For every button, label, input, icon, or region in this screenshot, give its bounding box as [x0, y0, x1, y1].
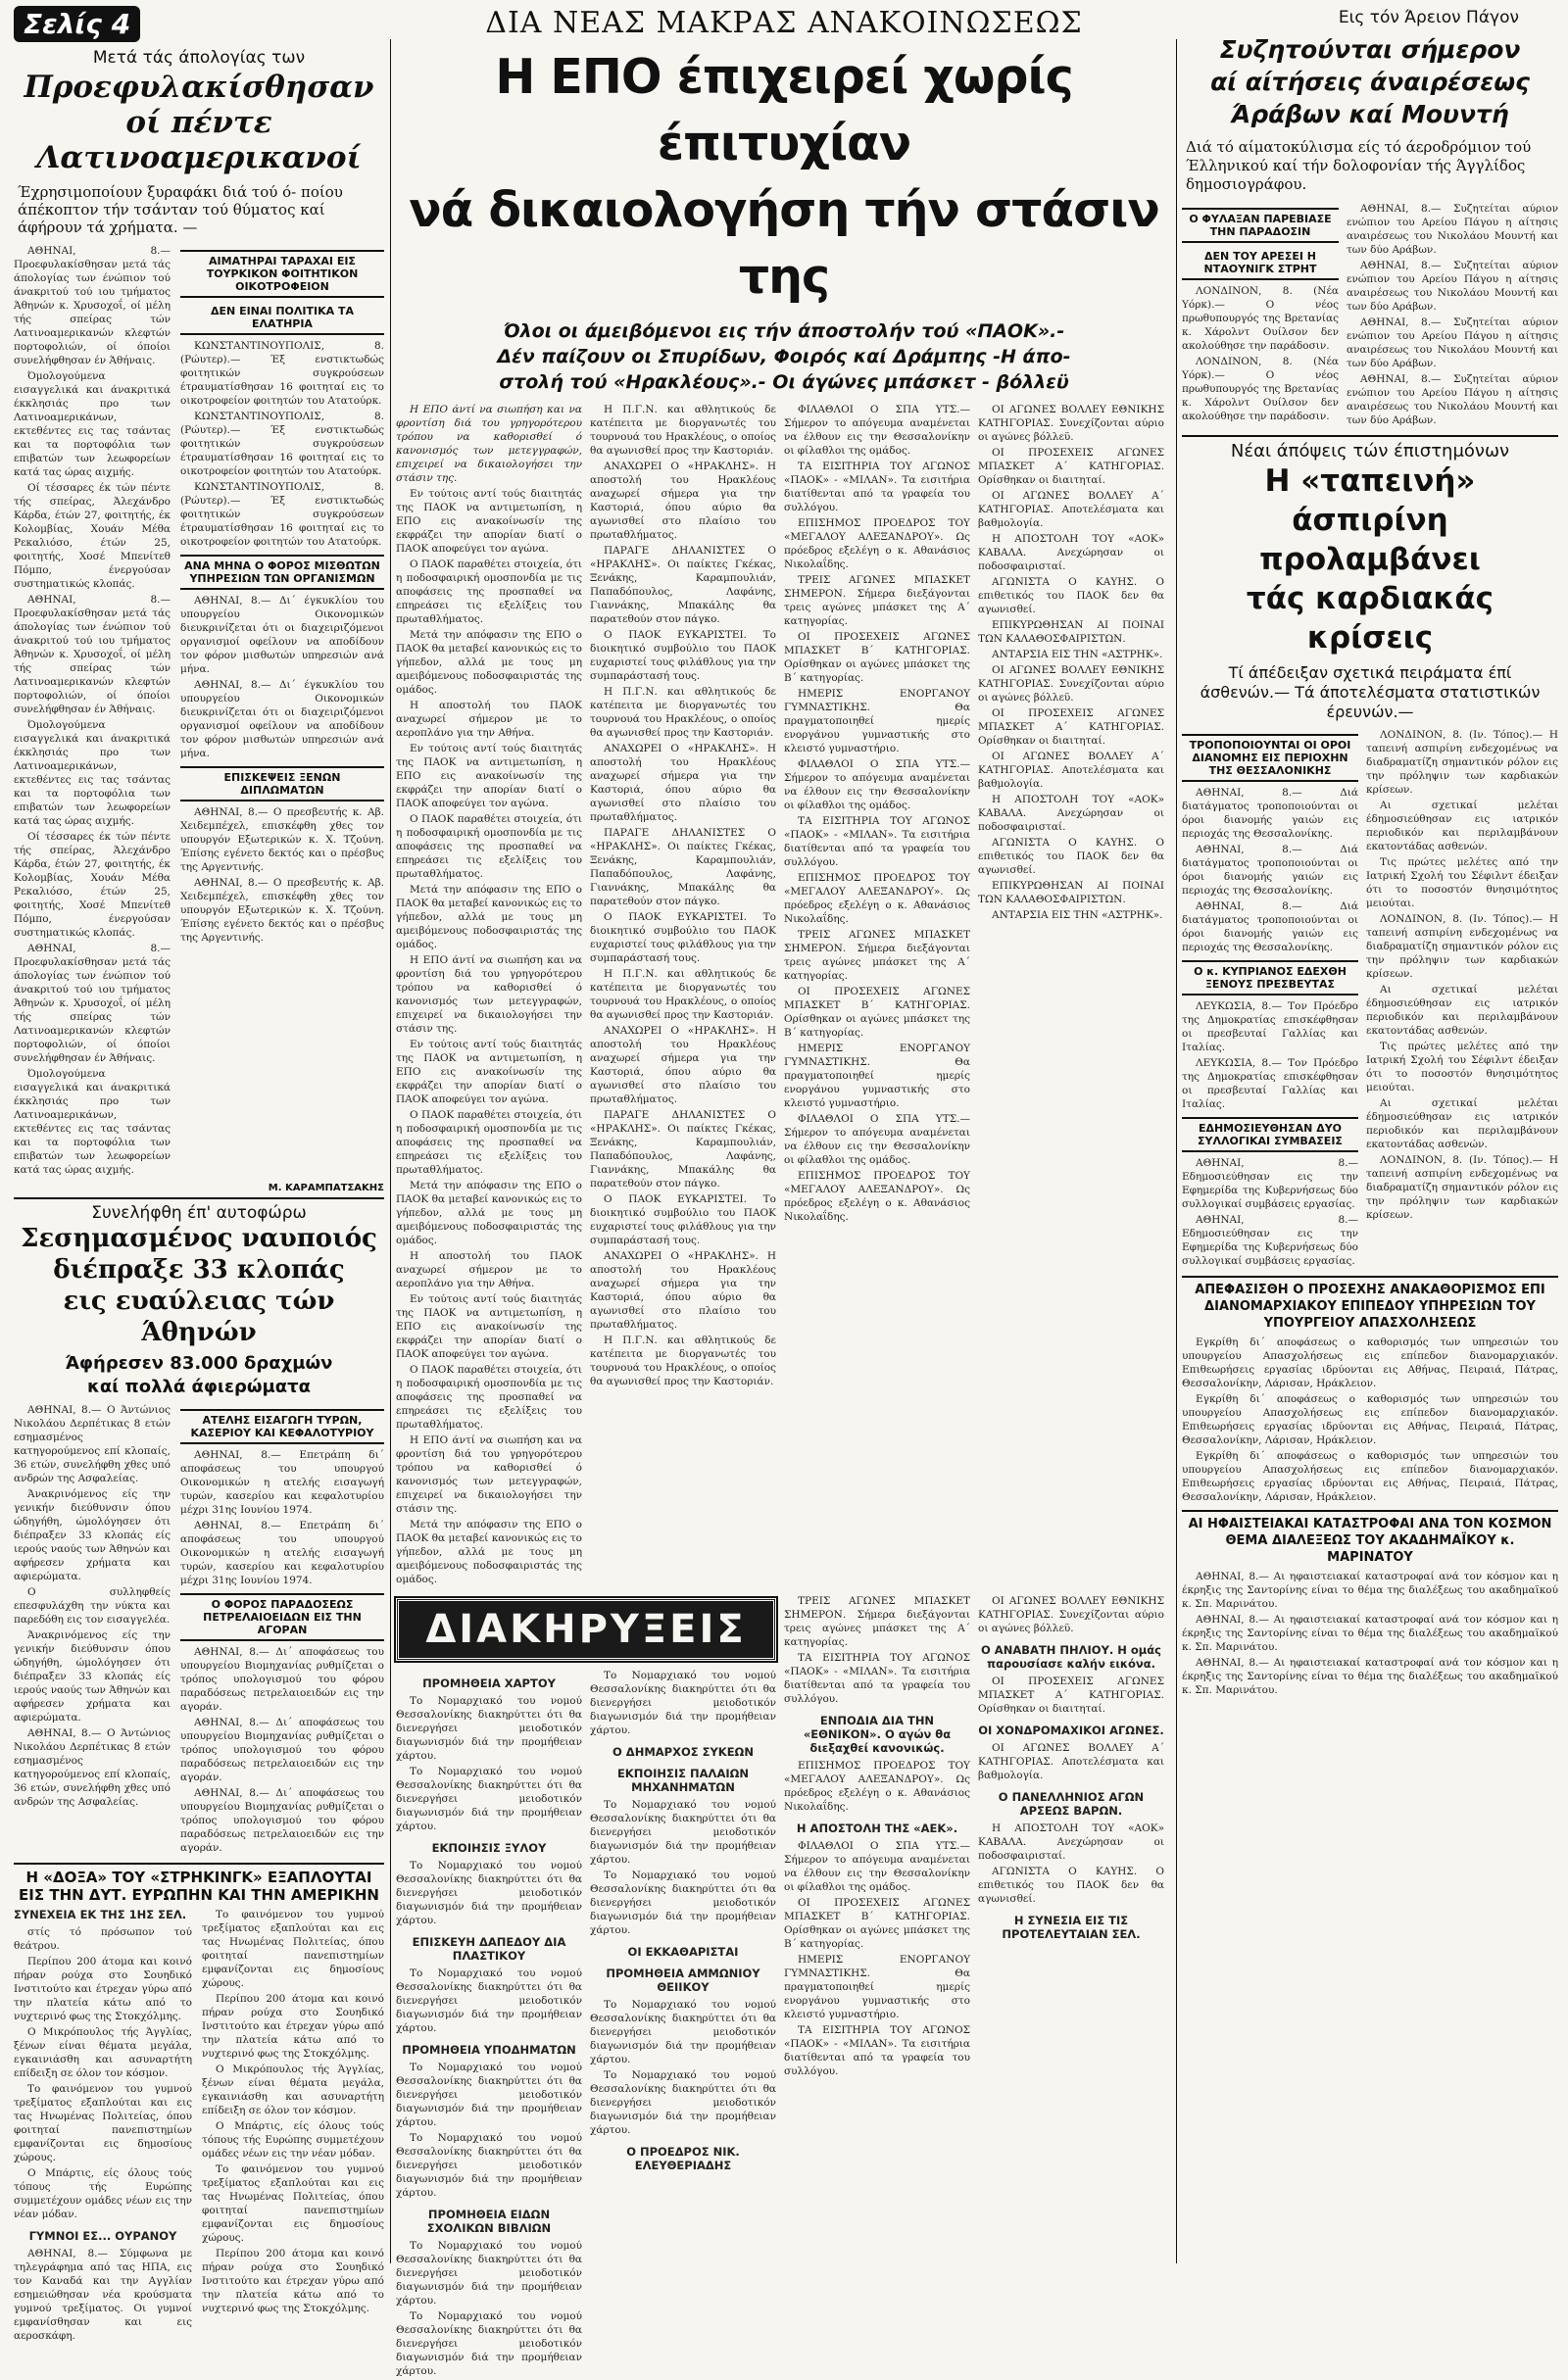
left-story-headline: Προεφυλακίσθησαν οί πέντε Λατινοαμερικανοί	[24, 70, 374, 175]
proclamations-section	[396, 1594, 776, 2380]
column-rule	[390, 39, 391, 2263]
aspirin-story	[1182, 435, 1558, 1270]
volcano-story	[1182, 1510, 1558, 1697]
market-box-title: Ο ΦΟΡΟΣ ΠΑΡΑΔΟΣΕΩΣ ΠΕΤΡΕΛΑΙΟΕΙΔΩΝ ΕΙΣ ΤΗΝ ΑΓΟΡΑΝ	[180, 1593, 384, 1641]
sport-columns	[396, 403, 1172, 1588]
demonstrations-box-text: ΚΩΝΣΤΑΝΤΙΝΟΥΠΟΛΙΣ, 8. (Ρώυτερ).— Έξ ενστικτωδώς φοιτητικών συγκρούσεων έτραυματίσθησαν 16 φοιτηταί εις το οικοτροφείον φοιτητών του Ατατούρκ. ΚΩΝΣΤΑΝΤΙΝΟΥΠΟΛΙΣ, 8. (Ρώυτερ).— Έξ ενστικτωδώς φοιτητικών συγκρούσεων έτραυματίσθησαν 16 φοιτηταί εις το οικοτροφείον φοιτητών του Ατατούρκ. ΚΩΝΣΤΑΝΤΙΝΟΥΠΟΛΙΣ, 8. (Ρώυτερ).— Έξ ενστικτωδώς φοιτητικών συγκρούσεων έτραυματίσθησαν 16 φοιτηταί εις το οικοτροφείον φοιτητών του Ατατούρκ.	[180, 340, 384, 548]
left-story-kicker: Μετά τάς άπολογίας των	[92, 48, 306, 68]
cyprus-box-text: ΛΕΥΚΩΣΙΑ, 8.— Τον Πρόεδρο της Δημοκρατίας επισκέφθησαν οι πρεσβευταί Γαλλίας και Ιταλίας. ΛΕΥΚΩΣΙΑ, 8.— Τον Πρόεδρο της Δημοκρατίας επισκέφθησαν οι πρεσβευταί Γαλλίας και Ιταλίας.	[1182, 1000, 1358, 1110]
sport-right-col-1: ΤΡΕΙΣ ΑΓΩΝΕΣ ΜΠΑΣΚΕΤ ΣΗΜΕΡΟΝ. Σήμερα διεξάγονται τρεις αγώνες μπάσκετ της Α΄ κατηγορίας. ΤΑ ΕΙΣΙΤΗΡΙΑ ΤΟΥ ΑΓΩΝΟΣ «ΠΑΟΚ» - «ΜΙΛΑΝ». Τα εισιτήρια διατίθενται από τα γραφεία του συλλόγου. ΕΝΠΟΔΙΑ ΔΙΑ ΤΗΝ «ΕΘΝΙΚΟΝ». Ο αγών θα διεξαχθεί κανονικώς. ΕΠΙΣΗΜΟΣ ΠΡΟΕΔΡΟΣ ΤΟΥ «ΜΕΓΑΛΟΥ ΑΛΕΞΑΝΔΡΟΥ». Ως πρόεδρος εξελέγη ο κ. Αθανάσιος Νικολαΐδης. Η ΑΠΟΣΤΟΛΗ ΤΗΣ «ΑΕΚ». ΦΙΛΑΘΛΟΙ Ο ΣΠΑ ΥΤΣ.— Σήμερον το απόγευμα αναμένεται να έλθουν εις την Θεσσαλονίκην οι φίλαθλοι της ομάδος. ΟΙ ΠΡΟΣΕΧΕΙΣ ΑΓΩΝΕΣ ΜΠΑΣΚΕΤ Β΄ ΚΑΤΗΓΟΡΙΑΣ. Ορίσθηκαν οι αγώνες μπάσκετ της Β΄ κατηγορίας. ΗΜΕΡΙΣ ΕΝΟΡΓΑΝΟΥ ΓΥΜΝΑΣΤΙΚΗΣ. Θα πραγματοποιηθεί ημερίς ενοργάνου γυμναστικής στο κλειστό γυμναστήριο. ΤΑ ΕΙΣΙΤΗΡΙΑ ΤΟΥ ΑΓΩΝΟΣ «ΠΑΟΚ» - «ΜΙΛΑΝ». Τα εισιτήρια διατίθενται από τα γραφεία του συλλόγου.	[784, 1595, 970, 2077]
left-story-deck: Έχρησιμοποίουν ξυραφάκι διά τού ό- ποίου άπέκοπτον τήν τσάνταν τού θύματος καί άφήρουν τά χρήματα. —	[18, 183, 343, 236]
sky-subhead: ΓΥΜΝΟΙ ΕΣ... ΟΥΡΑΝΟΥ	[28, 2229, 177, 2243]
left-boxes	[180, 244, 384, 1179]
right-top-headline: Συζητούνται σήμερον αί αίτήσεις άναιρέσεως Άράβων καί Μουντή	[1210, 35, 1530, 128]
proclamations-col-a: ΠΡΟΜΗΘΕΙΑ ΧΑΡΤΟΥ Το Νομαρχιακό του νομού Θεσσαλονίκης διακηρύττει ότι θα διενεργήσει μειοδοτικόν διαγωνισμόν διά την προμήθειαν χάρτου. Το Νομαρχιακό του νομού Θεσσαλονίκης διακηρύττει ότι θα διενεργήσει μειοδοτικόν διαγωνισμόν διά την προμήθειαν χάρτου. ΕΚΠΟΙΗΣΙΣ ΞΥΛΟΥ Το Νομαρχιακό του νομού Θεσσαλονίκης διακηρύττει ότι θα διενεργήσει μειοδοτικόν διαγωνισμόν διά την προμήθειαν χάρτου. ΕΠΙΣΚΕΥΗ ΔΑΠΕΔΟΥ ΔΙΑ ΠΛΑΣΤΙΚΟΥ Το Νομαρχιακό του νομού Θεσσαλονίκης διακηρύττει ότι θα διενεργήσει μειοδοτικόν διαγωνισμόν διά την προμήθειαν χάρτου. ΠΡΟΜΗΘΕΙΑ ΥΠΟΔΗΜΑΤΩΝ Το Νομαρχιακό του νομού Θεσσαλονίκης διακηρύττει ότι θα διενεργήσει μειοδοτικόν διαγωνισμόν διά την προμήθειαν χάρτου. Το Νομαρχιακό του νομού Θεσσαλονίκης διακηρύττει ότι θα διενεργήσει μειοδοτικόν διαγωνισμόν διά την προμήθειαν χάρτου. ΠΡΟΜΗΘΕΙΑ ΕΙΔΩΝ ΣΧΟΛΙΚΩΝ ΒΙΒΛΙΩΝ Το Νομαρχιακό του νομού Θεσσαλονίκης διακηρύττει ότι θα διενεργήσει μειοδοτικόν διαγωνισμόν διά την προμήθειαν χάρτου. Το Νομαρχιακό του νομού Θεσσαλονίκης διακηρύττει ότι θα διενεργήσει μειοδοτικόν διαγωνισμόν διά την προμήθειαν χάρτου.	[396, 1676, 582, 2377]
aspirin-deck: Τί άπέδειξαν σχετικά πειράματα έπί άσθενών.— Τά άποτελέσματα στατιστικών έρευνών.—	[1200, 663, 1541, 721]
strike-body-2: Το φαινόμενον του γυμνού τρεξίματος εξαπλούται και εις τας Ηνωμένας Πολιτείας, όπου φοιτηταί πανεπιστημίων εμφανίζονται εις δημοσίους χώρους. Περίπου 200 άτομα και κοινό πήραν ρούχα στο Σουηδικό Ινστιτούτο και έτρεχαν γύρω από την πλατεία κάτω από το νυχτερινό φως της Στοκχόλμης. Ο Μικρόπουλος τής Άγγλίας, ξένων είναι θέματα μεγάλα, εγκαινιάσθη και ασυναρτήτη επίδειξη σε όλον τον κόσμον. Ο Μπάρτις, είς όλους τούς τόπους τής Ευρώπης συμμετέχουν ομάδες νέων εις την νέαν μόδαν. Το φαινόμενον του γυμνού τρεξίματος εξαπλούται και εις τας Ηνωμένας Πολιτείας, όπου φοιτηταί πανεπιστημίων εμφανίζονται εις δημοσίους χώρους. Περίπου 200 άτομα και κοινό πήραν ρούχα στο Σουηδικό Ινστιτούτο και έτρεχαν γύρω από την πλατεία κάτω από το νυχτερινό φως της Στοκχόλμης.	[202, 1909, 384, 2314]
arrest-story	[14, 1197, 384, 1857]
volcano-title: ΑΙ ΗΦΑΙΣΤΕΙΑΚΑΙ ΚΑΤΑΣΤΡΟΦΑΙ ΑΝΑ ΤΟΝ ΚΟΣΜΟΝ ΘΕΜΑ ΔΙΑΛΕΞΕΩΣ ΤΟΥ ΑΚΑΔΗΜΑΪΚΟΥ κ. ΜΑΡΙΝΑΤΟΥ	[1188, 1517, 1552, 1565]
contracts-box-text: ΑΘΗΝΑΙ, 8.— Εδημοσιεύθησαν εις την Εφημερίδα της Κυβερνήσεως δύο συλλογικαί συμβάσεις εργασίας. ΑΘΗΝΑΙ, 8.— Εδημοσιεύθησαν εις την Εφημερίδα της Κυβερνήσεως δύο συλλογικαί συμβάσεις εργασίας.	[1182, 1157, 1358, 1267]
killer-box-sub: ΔΕΝ ΤΟΥ ΑΡΕΣΕΙ Η ΝΤΑΟΥΝΙΓΚ ΣΤΡΗΤ	[1182, 247, 1339, 280]
contracts-box-title: ΕΔΗΜΟΣΙΕΥΘΗΣΑΝ ΔΥΟ ΣΥΛΛΟΓΙΚΑΙ ΣΥΜΒΑΣΕΙΣ	[1182, 1117, 1358, 1152]
diplomats-box-text: ΑΘΗΝΑΙ, 8.— Ο πρεσβευτής κ. Αβ. Χειδεμπέχελ, επισκέφθη χθες τον υπουργόν Εξωτερικών κ. Χ. Τζούνη. Έπίσης εγένετο δεκτός και ο πρέσβυς της Αργεντινής. ΑΘΗΝΑΙ, 8.— Ο πρεσβευτής κ. Αβ. Χειδεμπέχελ, επισκέφθη χθες τον υπουργόν Εξωτερικών κ. Χ. Τζούνη. Έπίσης εγένετο δεκτός και ο πρέσβυς της Αργεντινής.	[180, 806, 384, 944]
sport-col-2: Η Π.Γ.Ν. και αθλητικούς δε κατέπειτα με διοργανωτές του τουρνουά του Ηρακλέους, ο οποίος θα αγωνισθεί προς την Καστοριάν. ΑΝΑΧΩΡΕΙ Ο «ΗΡΑΚΛΗΣ». Η αποστολή του Ηρακλέους αναχωρεί σήμερα για την Καστοριά, όπου αύριο θα αγωνισθεί στο πλαίσιο του πρωταθλήματος. ΠΑΡΑΓΕ ΔΗΛΑΝΙΣΤΕΣ Ο «ΗΡΑΚΛΗΣ». Οι παίκτες Γκέκας, Ξενάκης, Καραμπουλιάν, Παπαδόπουλος, Λαφάνης, Γιαννάκης, Μπακάλης θα παρατεθούν στον πάγκο. Ο ΠΑΟΚ ΕΥΚΑΡΙΣΤΕΙ. Το διοικητικό συμβούλιο του ΠΑΟΚ ευχαριστεί τους φιλάθλους για την συμπαράστασή τους. Η Π.Γ.Ν. και αθλητικούς δε κατέπειτα με διοργανωτές του τουρνουά του Ηρακλέους, ο οποίος θα αγωνισθεί προς την Καστοριάν. ΑΝΑΧΩΡΕΙ Ο «ΗΡΑΚΛΗΣ». Η αποστολή του Ηρακλέους αναχωρεί σήμερα για την Καστοριά, όπου αύριο θα αγωνισθεί στο πλαίσιο του πρωταθλήματος. ΠΑΡΑΓΕ ΔΗΛΑΝΙΣΤΕΣ Ο «ΗΡΑΚΛΗΣ». Οι παίκτες Γκέκας, Ξενάκης, Καραμπουλιάν, Παπαδόπουλος, Λαφάνης, Γιαννάκης, Μπακάλης θα παρατεθούν στον πάγκο. Ο ΠΑΟΚ ΕΥΚΑΡΙΣΤΕΙ. Το διοικητικό συμβούλιο του ΠΑΟΚ ευχαριστεί τους φιλάθλους για την συμπαράστασή τους. Η Π.Γ.Ν. και αθλητικούς δε κατέπειτα με διοργανωτές του τουρνουά του Ηρακλέους, ο οποίος θα αγωνισθεί προς την Καστοριάν. ΑΝΑΧΩΡΕΙ Ο «ΗΡΑΚΛΗΣ». Η αποστολή του Ηρακλέους αναχωρεί σήμερα για την Καστοριά, όπου αύριο θα αγωνισθεί στο πλαίσιο του πρωταθλήματος. ΠΑΡΑΓΕ ΔΗΛΑΝΙΣΤΕΣ Ο «ΗΡΑΚΛΗΣ». Οι παίκτες Γκέκας, Ξενάκης, Καραμπουλιάν, Παπαδόπουλος, Λαφάνης, Γιαννάκης, Μπακάλης θα παρατεθούν στον πάγκο. Ο ΠΑΟΚ ΕΥΚΑΡΙΣΤΕΙ. Το διοικητικό συμβούλιο του ΠΑΟΚ ευχαριστεί τους φιλάθλους για την συμπαράστασή τους. ΑΝΑΧΩΡΕΙ Ο «ΗΡΑΚΛΗΣ». Η αποστολή του Ηρακλέους αναχωρεί σήμερα για την Καστοριά, όπου αύριο θα αγωνισθεί στο πλαίσιο του πρωταθλήματος. Η Π.Γ.Ν. και αθλητικούς δε κατέπειτα με διοργανωτές του τουρνουά του Ηρακλέους, ο οποίος θα αγωνισθεί προς την Καστοριάν.	[590, 404, 776, 1387]
strike-story	[14, 1863, 384, 2345]
employment-title: ΑΠΕΦΑΣΙΣΘΗ Ο ΠΡΟΣΕΧΗΣ ΑΝΑΚΑΘΟΡΙΣΜΟΣ ΕΠΙ ΔΙΑΝΟΜΑΡΧΙΑΚΟΥ ΕΠΙΠΕΔΟΥ ΥΠΗΡΕΣΙΩΝ ΤΟΥ ΥΠΟΥΡΓΕΙΟΥ ΑΠΑΣΧΟΛΗΣΕΩΣ	[1195, 1283, 1545, 1331]
tax-box-text: ΑΘΗΝΑΙ, 8.— Δι΄ έγκυκλίου του υπουργείου Οικονομικών διευκρινίζεται ότι οι διαχειριζόμενοι οργανισμοί οφείλουν να αποδίδουν τον φόρον μισθωτών υπηρεσιών ανά μήνα. ΑΘΗΝΑΙ, 8.— Δι΄ έγκυκλίου του υπουργείου Οικονομικών διευκρινίζεται ότι οι διαχειριζόμενοι οργανισμοί οφείλουν να αποδίδουν τον φόρον μισθωτών υπηρεσιών ανά μήνα.	[180, 595, 384, 759]
sport-right-col-2: ΟΙ ΑΓΩΝΕΣ ΒΟΛΛΕΥ ΕΘΝΙΚΗΣ ΚΑΤΗΓΟΡΙΑΣ. Συνεχίζονται αύριο οι αγώνες βόλλεϋ. Ο ΑΝΑΒΑΤΗ ΠΗΛΙΟΥ. Η ομάς παρουσίασε καλήν εικόνα. ΟΙ ΠΡΟΣΕΧΕΙΣ ΑΓΩΝΕΣ ΜΠΑΣΚΕΤ Α΄ ΚΑΤΗΓΟΡΙΑΣ. Ορίσθηκαν οι διαιτηταί. ΟΙ ΧΟΝΔΡΟΜΑΧΙΚΟΙ ΑΓΩΝΕΣ. ΟΙ ΑΓΩΝΕΣ ΒΟΛΛΕΥ Α΄ ΚΑΤΗΓΟΡΙΑΣ. Αποτελέσματα και βαθμολογία. Ο ΠΑΝΕΛΛΗΝΙΟΣ ΑΓΩΝ ΑΡΣΕΩΣ ΒΑΡΩΝ. Η ΑΠΟΣΤΟΛΗ ΤΟΥ «ΑΟΚ» ΚΑΒΑΛΑ. Ανεχώρησαν οι ποδοσφαιρισταί. ΑΓΩΝΙΣΤΑ Ο ΚΑΥΗΣ. Ο επιθετικός του ΠΑΟΚ δεν θα αγωνισθεί. Η ΣΥΝΕΣΙΑ ΕΙΣ ΤΙΣ ΠΡΟΤΕΛΕΥΤΑΙΑΝ ΣΕΛ.	[978, 1595, 1164, 1941]
right-top-body: ΑΘΗΝΑΙ, 8.— Συζητείται αύριον ενώπιον του Αρείου Πάγου η αίτησις αναιρέσεως του Νικολάου Μουντή και των δύο Αράβων. ΑΘΗΝΑΙ, 8.— Συζητείται αύριον ενώπιον του Αρείου Πάγου η αίτησις αναιρέσεως του Νικολάου Μουντή και των δύο Αράβων. ΑΘΗΝΑΙ, 8.— Συζητείται αύριον ενώπιον του Αρείου Πάγου η αίτησις αναιρέσεως του Νικολάου Μουντή και των δύο Αράβων. ΑΘΗΝΑΙ, 8.— Συζητείται αύριον ενώπιον του Αρείου Πάγου η αίτησις αναιρέσεως του Νικολάου Μουντή και των δύο Αράβων.	[1347, 203, 1558, 426]
volcano-text: ΑΘΗΝΑΙ, 8.— Αι ηφαιστειακαί καταστροφαί ανά τον κόσμον και η έκρηξις της Σαντορίνης είναι το θέμα της διαλέξεως του ακαδημαϊκού κ. Σπ. Μαρινάτου. ΑΘΗΝΑΙ, 8.— Αι ηφαιστειακαί καταστροφαί ανά τον κόσμον και η έκρηξις της Σαντορίνης είναι το θέμα της διαλέξεως του ακαδημαϊκού κ. Σπ. Μαρινάτου. ΑΘΗΝΑΙ, 8.— Αι ηφαιστειακαί καταστροφαί ανά τον κόσμον και η έκρηξις της Σαντορίνης είναι το θέμα της διαλέξεως του ακαδημαϊκού κ. Σπ. Μαρινάτου.	[1182, 1571, 1558, 1696]
areios-pagos-label: Εις τόν Άρειον Πάγον	[1338, 8, 1519, 27]
employment-story	[1182, 1276, 1558, 1504]
diplomats-box-title: ΕΠΙΣΚΕΨΕΙΣ ΞΕΝΩΝ ΔΙΠΛΩΜΑΤΩΝ	[180, 766, 384, 801]
arrest-deck: Άφήρεσεν 83.000 δραχμών καί πολλά άφιερώματα	[65, 1353, 333, 1397]
left-story-body: ΑΘΗΝΑΙ, 8.— Προεφυλακίσθησαν μετά τάς άπολογίας των ένώπιον τού άνακριτού τού ιου τμήματος Άθηνών κ. Χρυσοχοΐ, οί μέλη τής σπείρας τών Λατινοαμερικανών κλεφτών πορτοφολιών, οί όποίοι συνελήφθησαν έν Άθήναις. Όμολογούμενα εισαγγελικά και άνακριτικά έκκλησιάς προ των Λατινοαμερικάνων, εκτεθέντες εις τας τσάντας και τα πορτοφόλια των επιβατών των λεωφορείων κατά τας ώρας αιχμής. Οί τέσσαρες έκ τών πέντε τής σπείρας, Άλεχάνδρο Κάρδα, έτών 27, φοιτητής, έκ Κολομβίας, Χουάν Μέθα Ρεκαλιόσο, έτών 25, φοιτητής, Χοσέ Μπενίτεθ Πόμπο, ένεργούσαν συστηματικώς κλοπάς. ΑΘΗΝΑΙ, 8.— Προεφυλακίσθησαν μετά τάς άπολογίας των ένώπιον τού άνακριτού τού ιου τμήματος Άθηνών κ. Χρυσοχοΐ, οί μέλη τής σπείρας τών Λατινοαμερικανών κλεφτών πορτοφολιών, οί όποίοι συνελήφθησαν έν Άθήναις. Όμολογούμενα εισαγγελικά και άνακριτικά έκκλησιάς προ των Λατινοαμερικάνων, εκτεθέντες εις τας τσάντας και τα πορτοφόλια των επιβατών των λεωφορείων κατά τας ώρας αιχμής. Οί τέσσαρες έκ τών πέντε τής σπείρας, Άλεχάνδρο Κάρδα, έτών 27, φοιτητής, έκ Κολομβίας, Χουάν Μέθα Ρεκαλιόσο, έτών 25, φοιτητής, Χοσέ Μπενίτεθ Πόμπο, ένεργούσαν συστηματικώς κλοπάς. ΑΘΗΝΑΙ, 8.— Προεφυλακίσθησαν μετά τάς άπολογίας των ένώπιον τού άνακριτού τού ιου τμήματος Άθηνών κ. Χρυσοχοΐ, οί μέλη τής σπείρας τών Λατινοαμερικανών κλεφτών πορτοφολιών, οί όποίοι συνελήφθησαν έν Άθήναις. Όμολογούμενα εισαγγελικά και άνακριτικά έκκλησιάς προ των Λατινοαμερικάνων, εκτεθέντες εις τας τσάντας και τα πορτοφόλια των επιβατών των λεωφορείων κατά τας ώρας αιχμής.	[14, 245, 171, 1176]
land-box-text: ΑΘΗΝΑΙ, 8.— Διά διατάγματος τροποποιούνται οι όροι διανομής γαιών εις περιοχάς της Θεσσαλονίκης. ΑΘΗΝΑΙ, 8.— Διά διατάγματος τροποποιούνται οι όροι διανομής γαιών εις περιοχάς της Θεσσαλονίκης. ΑΘΗΝΑΙ, 8.— Διά διατάγματος τροποποιούνται οι όροι διανομής γαιών εις περιοχάς της Θεσσαλονίκης.	[1182, 787, 1358, 953]
sport-col-4: ΟΙ ΑΓΩΝΕΣ ΒΟΛΛΕΥ ΕΘΝΙΚΗΣ ΚΑΤΗΓΟΡΙΑΣ. Συνεχίζονται αύριο οι αγώνες βόλλεϋ. ΟΙ ΠΡΟΣΕΧΕΙΣ ΑΓΩΝΕΣ ΜΠΑΣΚΕΤ Α΄ ΚΑΤΗΓΟΡΙΑΣ. Ορίσθηκαν οι διαιτηταί. ΟΙ ΑΓΩΝΕΣ ΒΟΛΛΕΥ Α΄ ΚΑΤΗΓΟΡΙΑΣ. Αποτελέσματα και βαθμολογία. Η ΑΠΟΣΤΟΛΗ ΤΟΥ «ΑΟΚ» ΚΑΒΑΛΑ. Ανεχώρησαν οι ποδοσφαιρισταί. ΑΓΩΝΙΣΤΑ Ο ΚΑΥΗΣ. Ο επιθετικός του ΠΑΟΚ δεν θα αγωνισθεί. ΕΠΙΚΥΡΩΘΗΣΑΝ ΑΙ ΠΟΙΝΑΙ ΤΩΝ ΚΑΛΑΘΟΣΦΑΙΡΙΣΤΩΝ. ΑΝΤΑΡΣΙΑ ΕΙΣ ΤΗΝ «ΑΣΤΡΗΚ». ΟΙ ΑΓΩΝΕΣ ΒΟΛΛΕΥ ΕΘΝΙΚΗΣ ΚΑΤΗΓΟΡΙΑΣ. Συνεχίζονται αύριο οι αγώνες βόλλεϋ. ΟΙ ΠΡΟΣΕΧΕΙΣ ΑΓΩΝΕΣ ΜΠΑΣΚΕΤ Α΄ ΚΑΤΗΓΟΡΙΑΣ. Ορίσθηκαν οι διαιτηταί. ΟΙ ΑΓΩΝΕΣ ΒΟΛΛΕΥ Α΄ ΚΑΤΗΓΟΡΙΑΣ. Αποτελέσματα και βαθμολογία. Η ΑΠΟΣΤΟΛΗ ΤΟΥ «ΑΟΚ» ΚΑΒΑΛΑ. Ανεχώρησαν οι ποδοσφαιρισταί. ΑΓΩΝΙΣΤΑ Ο ΚΑΥΗΣ. Ο επιθετικός του ΠΑΟΚ δεν θα αγωνισθεί. ΕΠΙΚΥΡΩΘΗΣΑΝ ΑΙ ΠΟΙΝΑΙ ΤΩΝ ΚΑΛΑΘΟΣΦΑΙΡΙΣΤΩΝ. ΑΝΤΑΡΣΙΑ ΕΙΣ ΤΗΝ «ΑΣΤΡΗΚ».	[978, 404, 1164, 921]
column-rule	[1176, 39, 1177, 2263]
strike-headline: Η «ΔΟΞΑ» ΤΟΥ «ΣΤΡΗΚΙΝΓΚ» ΕΞΑΠΛΟΥΤΑΙ ΕΙΣ ΤΗΝ ΔΥΤ. ΕΥΡΩΠΗΝ ΚΑΙ ΤΗΝ ΑΜΕΡΙΚΗΝ	[19, 1869, 379, 1904]
imports-box-title: ΑΤΕΛΗΣ ΕΙΣΑΓΩΓΗ ΤΥΡΩΝ, ΚΑΣΕΡΙΟΥ ΚΑΙ ΚΕΦΑΛΟΤΥΡΙΟΥ	[180, 1409, 384, 1444]
author-byline: Μ. ΚΑΡΑΜΠΑΤΣΑΚΗΣ	[268, 1183, 384, 1193]
top-headline: ΔΙΑ ΝΕΑΣ ΜΑΚΡΑΣ ΑΝΑΚΟΙΝΩΣΕΩΣ	[485, 6, 1083, 40]
land-box-title: ΤΡΟΠΟΠΟΙΟΥΝΤΑΙ ΟΙ ΟΡΟΙ ΔΙΑΝΟΜΗΣ ΕΙΣ ΠΕΡΙΟΧΗΝ ΤΗΣ ΘΕΣΣΑΛΟΝΙΚΗΣ	[1182, 734, 1358, 782]
sport-col-1: Η ΕΠΟ άντί να σιωπήση και να φροντίση διά του γρηγορότερου τρόπου να καθορισθεί ό κανονισμός των μετεγγραφών, επιχειρεί να δικαιολογήσει την στάσιν της. Εν τούτοις αντί τούς διαιτητάς της ΠΑΟΚ να αντιμετωπίση, η ΕΠΟ εις ανακοίνωσίν της εκφράζει την απορίαν διατί ο ΠΑΟΚ αποφεύγει τον αγώνα. Ο ΠΑΟΚ παραθέτει στοιχεία, ότι η ποδοσφαιρική ομοσπονδία με τις αποφάσεις της προσπαθεί να επηρεάσει τις εξελίξεις του πρωταθλήματος. Μετά την απόφασιν της ΕΠΟ ο ΠΑΟΚ θα μεταβεί κανονικώς εις το γήπεδον, αλλά με τους μη αμειβόμενους ποδοσφαιριστάς της ομάδος. Η αποστολή του ΠΑΟΚ αναχωρεί σήμερον με το αεροπλάνο για την Αθήνα. Εν τούτοις αντί τούς διαιτητάς της ΠΑΟΚ να αντιμετωπίση, η ΕΠΟ εις ανακοίνωσίν της εκφράζει την απορίαν διατί ο ΠΑΟΚ αποφεύγει τον αγώνα. Ο ΠΑΟΚ παραθέτει στοιχεία, ότι η ποδοσφαιρική ομοσπονδία με τις αποφάσεις της προσπαθεί να επηρεάσει τις εξελίξεις του πρωταθλήματος. Μετά την απόφασιν της ΕΠΟ ο ΠΑΟΚ θα μεταβεί κανονικώς εις το γήπεδον, αλλά με τους μη αμειβόμενους ποδοσφαιριστάς της ομάδος. Η ΕΠΟ άντί να σιωπήση και να φροντίση διά του γρηγορότερου τρόπου να καθορισθεί ό κανονισμός των μετεγγραφών, επιχειρεί να δικαιολογήσει την στάσιν της. Εν τούτοις αντί τούς διαιτητάς της ΠΑΟΚ να αντιμετωπίση, η ΕΠΟ εις ανακοίνωσίν της εκφράζει την απορίαν διατί ο ΠΑΟΚ αποφεύγει τον αγώνα. Ο ΠΑΟΚ παραθέτει στοιχεία, ότι η ποδοσφαιρική ομοσπονδία με τις αποφάσεις της προσπαθεί να επηρεάσει τις εξελίξεις του πρωταθλήματος. Μετά την απόφασιν της ΕΠΟ ο ΠΑΟΚ θα μεταβεί κανονικώς εις το γήπεδον, αλλά με τους μη αμειβόμενους ποδοσφαιριστάς της ομάδος. Η αποστολή του ΠΑΟΚ αναχωρεί σήμερον με το αεροπλάνο για την Αθήνα. Εν τούτοις αντί τούς διαιτητάς της ΠΑΟΚ να αντιμετωπίση, η ΕΠΟ εις ανακοίνωσίν της εκφράζει την απορίαν διατί ο ΠΑΟΚ αποφεύγει τον αγώνα. Ο ΠΑΟΚ παραθέτει στοιχεία, ότι η ποδοσφαιρική ομοσπονδία με τις αποφάσεις της προσπαθεί να επηρεάσει τις εξελίξεις του πρωταθλήματος. Η ΕΠΟ άντί να σιωπήση και να φροντίση διά του γρηγορότερου τρόπου να καθορισθεί ό κανονισμός των μετεγγραφών, επιχειρεί να δικαιολογήσει την στάσιν της. Μετά την απόφασιν της ΕΠΟ ο ΠΑΟΚ θα μεταβεί κανονικώς εις το γήπεδον, αλλά με τους μη αμειβόμενους ποδοσφαιριστάς της ομάδος.	[396, 404, 582, 1585]
main-deck: Όλοι οι άμειβόμενοι εις τήν άποστολήν τού «ΠΑΟΚ».- Δέν παίζουν οι Σπυρίδων, Φοιρός καί Δράμπης -Η άπο- στολή τού «Ηρακλέους».- Οι άγώνες μπάσκετ - βόλλεϋ	[497, 320, 1071, 393]
left-column	[14, 0, 384, 2342]
right-top-deck: Διά τό αίματοκύλισμα είς τό άεροδρόμιον τού Έλληνικού καί τήν δολοφονίαν τής Άγγλίδος δημοσιογράφου.	[1186, 138, 1532, 193]
arrest-headline: Σεσημασμένος ναυποιός διέπραξε 33 κλοπάς εις ευαύλειας τών Άθηνών	[21, 1224, 377, 1347]
employment-text: Εγκρίθη δι΄ αποφάσεως ο καθορισμός των υπηρεσιών του υπουργείου Απασχολήσεως εις επίπεδον διανομαρχιακόν. Επιθεωρήσεις εργασίας ιδρύονται εις Αθήνας, Πειραιά, Πάτρας, Θεσσαλονίκην, Λάρισαν, Ηράκλειον. Εγκρίθη δι΄ αποφάσεως ο καθορισμός των υπηρεσιών του υπουργείου Απασχολήσεως εις επίπεδον διανομαρχιακόν. Επιθεωρήσεις εργασίας ιδρύονται εις Αθήνας, Πειραιά, Πάτρας, Θεσσαλονίκην, Λάρισαν, Ηράκλειον. Εγκρίθη δι΄ αποφάσεως ο καθορισμός των υπηρεσιών του υπουργείου Απασχολήσεως εις επίπεδον διανομαρχιακόν. Επιθεωρήσεις εργασίας ιδρύονται εις Αθήνας, Πειραιά, Πάτρας, Θεσσαλονίκην, Λάρισαν, Ηράκλειον.	[1182, 1336, 1558, 1503]
arrest-kicker: Συνελήφθη έπ' αυτοφώρω	[91, 1203, 307, 1223]
market-box-text: ΑΘΗΝΑΙ, 8.— Δι΄ αποφάσεως του υπουργείου Βιομηχανίας ρυθμίζεται ο τρόπος υπολογισμού του φόρου παραδόσεως πετρελαιοειδών εις την αγοράν. ΑΘΗΝΑΙ, 8.— Δι΄ αποφάσεως του υπουργείου Βιομηχανίας ρυθμίζεται ο τρόπος υπολογισμού του φόρου παραδόσεως πετρελαιοειδών εις την αγοράν. ΑΘΗΝΑΙ, 8.— Δι΄ αποφάσεως του υπουργείου Βιομηχανίας ρυθμίζεται ο τρόπος υπολογισμού του φόρου παραδόσεως πετρελαιοειδών εις την αγοράν.	[180, 1646, 384, 1854]
main-headline: Η ΕΠΟ έπιχειρεί χωρίς έπιτυχίαν νά δικαιολογήση τήν στάσιν της	[409, 49, 1159, 305]
arrest-body: ΑΘΗΝΑΙ, 8.— Ο Άντώνιος Νικολάου Δερπέτικας 8 ετών εσημασμένος κατηγορούμενος επί κλοπαίς, 36 ετών, συνελήφθη χθες υπό ανδρών της Ασφαλείας. Άνακρινόμενος είς την γενικήν διεύθυνσιν όπου ώδηγήθη, ώμολόγησεν ότι διέπραξεν 33 κλοπάς είς ιερούς ναούς των Άθηνών και αφήρεσεν χρήματα και αφιερώματα. Ο συλληφθείς επεσφυλάχθη την νύκτα και παρεδόθη εις τον εισαγγελέα. Άνακρινόμενος είς την γενικήν διεύθυνσιν όπου ώδηγήθη, ώμολόγησεν ότι διέπραξεν 33 κλοπάς είς ιερούς ναούς των Άθηνών και αφήρεσεν χρήματα και αφιερώματα. ΑΘΗΝΑΙ, 8.— Ο Άντώνιος Νικολάου Δερπέτικας 8 ετών εσημασμένος κατηγορούμενος επί κλοπαίς, 36 ετών, συνελήφθη χθες υπό ανδρών της Ασφαλείας.	[14, 1404, 171, 1808]
imports-box-text: ΑΘΗΝΑΙ, 8.— Επετράπη δι΄ αποφάσεως του υπουργού Οικονομικών η ατελής εισαγωγή τυρών, κασερίου και κεφαλοτυρίου μέχρι 31ης Ιουνίου 1974. ΑΘΗΝΑΙ, 8.— Επετράπη δι΄ αποφάσεως του υπουργού Οικονομικών η ατελής εισαγωγή τυρών, κασερίου και κεφαλοτυρίου μέχρι 31ης Ιουνίου 1974.	[180, 1449, 384, 1586]
strike-body-1: ΣΥΝΕΧΕΙΑ ΕΚ ΤΗΣ 1ΗΣ ΣΕΛ. στίς τό πρόσωπον τού θεάτρου. Περίπου 200 άτομα και κοινό πήραν ρούχα στο Σουηδικό Ινστιτούτο και έτρεχαν γύρω από την πλατεία κάτω από το νυχτερινό φως της Στοκχόλμης. Ο Μικρόπουλος τής Άγγλίας, ξένων είναι θέματα μεγάλα, εγκαινιάσθη και ασυναρτήτη επίδειξη σε όλον τον κόσμον. Το φαινόμενον του γυμνού τρεξίματος εξαπλούται και εις τας Ηνωμένας Πολιτείας, όπου φοιτηταί πανεπιστημίων εμφανίζονται εις δημοσίους χώρους. Ο Μπάρτις, είς όλους τούς τόπους τής Ευρώπης συμμετέχουν ομάδες νέων εις την νέαν μόδαν. ΓΥΜΝΟΙ ΕΣ... ΟΥΡΑΝΟΥ ΑΘΗΝΑΙ, 8.— Σύμφωνα με τηλεγράφημα από τας ΗΠΑ, εις τον Καναδά και την Αγγλίαν εσημειώθησαν νέα κρούσματα γυμνού τρεξίματος. Οι γυμνοί εμφανίσθησαν και εις αεροσκάφη.	[14, 1908, 192, 2342]
section-label: Σελίς 4	[14, 6, 140, 42]
killer-box-title: Ο ΦΥΛΑΞΑΝ ΠΑΡΕΒΙΑΣΕ ΤΗΝ ΠΑΡΑΔΟΣΙΝ	[1182, 208, 1339, 243]
proclamations-col-b: Το Νομαρχιακό του νομού Θεσσαλονίκης διακηρύττει ότι θα διενεργήσει μειοδοτικόν διαγωνισμόν διά την προμήθειαν χάρτου. Ο ΔΗΜΑΡΧΟΣ ΣΥΚΕΩΝ ΕΚΠΟΙΗΣΙΣ ΠΑΛΑΙΩΝ ΜΗΧΑΝΗΜΑΤΩΝ Το Νομαρχιακό του νομού Θεσσαλονίκης διακηρύττει ότι θα διενεργήσει μειοδοτικόν διαγωνισμόν διά την προμήθειαν χάρτου. Το Νομαρχιακό του νομού Θεσσαλονίκης διακηρύττει ότι θα διενεργήσει μειοδοτικόν διαγωνισμόν διά την προμήθειαν χάρτου. ΟΙ ΕΚΚΑΘΑΡΙΣΤΑΙ ΠΡΟΜΗΘΕΙΑ ΑΜΜΩΝΙΟΥ ΘΕΙΙΚΟΥ Το Νομαρχιακό του νομού Θεσσαλονίκης διακηρύττει ότι θα διενεργήσει μειοδοτικόν διαγωνισμόν διά την προμήθειαν χάρτου. Το Νομαρχιακό του νομού Θεσσαλονίκης διακηρύττει ότι θα διενεργήσει μειοδοτικόν διαγωνισμόν διά την προμήθειαν χάρτου. Ο ΠΡΟΕΔΡΟΣ ΝΙΚ. ΕΛΕΥΘΕΡΙΑΔΗΣ	[590, 1670, 776, 2172]
demonstrations-box-title: ΑΙΜΑΤΗΡΑΙ ΤΑΡΑΧΑΙ ΕΙΣ ΤΟΥΡΚΙΚΟΝ ΦΟΙΤΗΤΙΚΟΝ ΟΙΚΟΤΡΟΦΕΙΟΝ	[180, 250, 384, 298]
tax-box-title: ΑΝΑ ΜΗΝΑ Ο ΦΟΡΟΣ ΜΙΣΘΩΤΩΝ ΥΠΗΡΕΣΙΩΝ ΤΩΝ ΟΡΓΑΝΙΣΜΩΝ	[180, 555, 384, 590]
right-column	[1182, 0, 1558, 2270]
aspirin-body: ΛΟΝΔΙΝΟΝ, 8. (Ιν. Τόπος).— Η ταπεινή ασπιρίνη ενδεχομένως να διαδραματίζη σημαντικόν ρόλον εις την πρόληψιν των καρδιακών κρίσεων. Αι σχετικαί μελέται έδημοσιεύθησαν εις ιατρικόν περιοδικόν και περιλαμβάνουν εκατοντάδας ασθενών. Τις πρώτες μελέτες από την Ιατρική Σχολή του Σέφιλντ έδειξαν ότι το ποσοστόν θνησιμότητος μειούται. ΛΟΝΔΙΝΟΝ, 8. (Ιν. Τόπος).— Η ταπεινή ασπιρίνη ενδεχομένως να διαδραματίζη σημαντικόν ρόλον εις την πρόληψιν των καρδιακών κρίσεων. Αι σχετικαί μελέται έδημοσιεύθησαν εις ιατρικόν περιοδικόν και περιλαμβάνουν εκατοντάδας ασθενών. Τις πρώτες μελέτες από την Ιατρική Σχολή του Σέφιλντ έδειξαν ότι το ποσοστόν θνησιμότητος μειούται. Αι σχετικαί μελέται έδημοσιεύθησαν εις ιατρικόν περιοδικόν και περιλαμβάνουν εκατοντάδας ασθενών. ΛΟΝΔΙΝΟΝ, 8. (Ιν. Τόπος).— Η ταπεινή ασπιρίνη ενδεχομένως να διαδραματίζη σημαντικόν ρόλον εις την πρόληψιν των καρδιακών κρίσεων.	[1366, 729, 1558, 1221]
killer-box-text: ΛΟΝΔΙΝΟΝ, 8. (Νέα Υόρκ).— Ο νέος πρωθυπουργός της Βρετανίας κ. Χάρολντ Ουίλσον δεν ακολούθησε την παράδοσιν. ΛΟΝΔΙΝΟΝ, 8. (Νέα Υόρκ).— Ο νέος πρωθυπουργός της Βρετανίας κ. Χάρολντ Ουίλσον δεν ακολούθησε την παράδοσιν.	[1182, 285, 1339, 422]
sport-col-3: ΦΙΛΑΘΛΟΙ Ο ΣΠΑ ΥΤΣ.— Σήμερον το απόγευμα αναμένεται να έλθουν εις την Θεσσαλονίκην οι φίλαθλοι της ομάδος. ΤΑ ΕΙΣΙΤΗΡΙΑ ΤΟΥ ΑΓΩΝΟΣ «ΠΑΟΚ» - «ΜΙΛΑΝ». Τα εισιτήρια διατίθενται από τα γραφεία του συλλόγου. ΕΠΙΣΗΜΟΣ ΠΡΟΕΔΡΟΣ ΤΟΥ «ΜΕΓΑΛΟΥ ΑΛΕΞΑΝΔΡΟΥ». Ως πρόεδρος εξελέγη ο κ. Αθανάσιος Νικολαΐδης. ΤΡΕΙΣ ΑΓΩΝΕΣ ΜΠΑΣΚΕΤ ΣΗΜΕΡΟΝ. Σήμερα διεξάγονται τρεις αγώνες μπάσκετ της Α΄ κατηγορίας. ΟΙ ΠΡΟΣΕΧΕΙΣ ΑΓΩΝΕΣ ΜΠΑΣΚΕΤ Β΄ ΚΑΤΗΓΟΡΙΑΣ. Ορίσθηκαν οι αγώνες μπάσκετ της Β΄ κατηγορίας. ΗΜΕΡΙΣ ΕΝΟΡΓΑΝΟΥ ΓΥΜΝΑΣΤΙΚΗΣ. Θα πραγματοποιηθεί ημερίς ενοργάνου γυμναστικής στο κλειστό γυμναστήριο. ΦΙΛΑΘΛΟΙ Ο ΣΠΑ ΥΤΣ.— Σήμερον το απόγευμα αναμένεται να έλθουν εις την Θεσσαλονίκην οι φίλαθλοι της ομάδος. ΤΑ ΕΙΣΙΤΗΡΙΑ ΤΟΥ ΑΓΩΝΟΣ «ΠΑΟΚ» - «ΜΙΛΑΝ». Τα εισιτήρια διατίθενται από τα γραφεία του συλλόγου. ΕΠΙΣΗΜΟΣ ΠΡΟΕΔΡΟΣ ΤΟΥ «ΜΕΓΑΛΟΥ ΑΛΕΞΑΝΔΡΟΥ». Ως πρόεδρος εξελέγη ο κ. Αθανάσιος Νικολαΐδης. ΤΡΕΙΣ ΑΓΩΝΕΣ ΜΠΑΣΚΕΤ ΣΗΜΕΡΟΝ. Σήμερα διεξάγονται τρεις αγώνες μπάσκετ της Α΄ κατηγορίας. ΟΙ ΠΡΟΣΕΧΕΙΣ ΑΓΩΝΕΣ ΜΠΑΣΚΕΤ Β΄ ΚΑΤΗΓΟΡΙΑΣ. Ορίσθηκαν οι αγώνες μπάσκετ της Β΄ κατηγορίας. ΗΜΕΡΙΣ ΕΝΟΡΓΑΝΟΥ ΓΥΜΝΑΣΤΙΚΗΣ. Θα πραγματοποιηθεί ημερίς ενοργάνου γυμναστικής στο κλειστό γυμναστήριο. ΦΙΛΑΘΛΟΙ Ο ΣΠΑ ΥΤΣ.— Σήμερον το απόγευμα αναμένεται να έλθουν εις την Θεσσαλονίκην οι φίλαθλοι της ομάδος. ΕΠΙΣΗΜΟΣ ΠΡΟΕΔΡΟΣ ΤΟΥ «ΜΕΓΑΛΟΥ ΑΛΕΞΑΝΔΡΟΥ». Ως πρόεδρος εξελέγη ο κ. Αθανάσιος Νικολαΐδης.	[784, 404, 970, 1223]
aspirin-headline: Η «ταπεινή» άσπιρίνη προλαμβάνει τάς καρδιακάς κρίσεις	[1246, 463, 1494, 656]
cyprus-box-title: Ο κ. ΚΥΠΡΙΑΝΟΣ ΕΔΕΧΘΗ ΞΕΝΟΥΣ ΠΡΕΣΒΕΥΤΑΣ	[1182, 960, 1358, 996]
demonstrations-box-sub: ΔΕΝ ΕΙΝΑΙ ΠΟΛΙΤΙΚΑ ΤΑ ΕΛΑΤΗΡΙΑ	[180, 302, 384, 335]
center-section	[396, 0, 1172, 2377]
aspirin-kicker: Νέαι άπόψεις τών έπιστημόνων	[1230, 441, 1510, 461]
proclamations-banner: ΔΙΑΚΗΡΥΞΕΙΣ	[396, 1598, 776, 1661]
